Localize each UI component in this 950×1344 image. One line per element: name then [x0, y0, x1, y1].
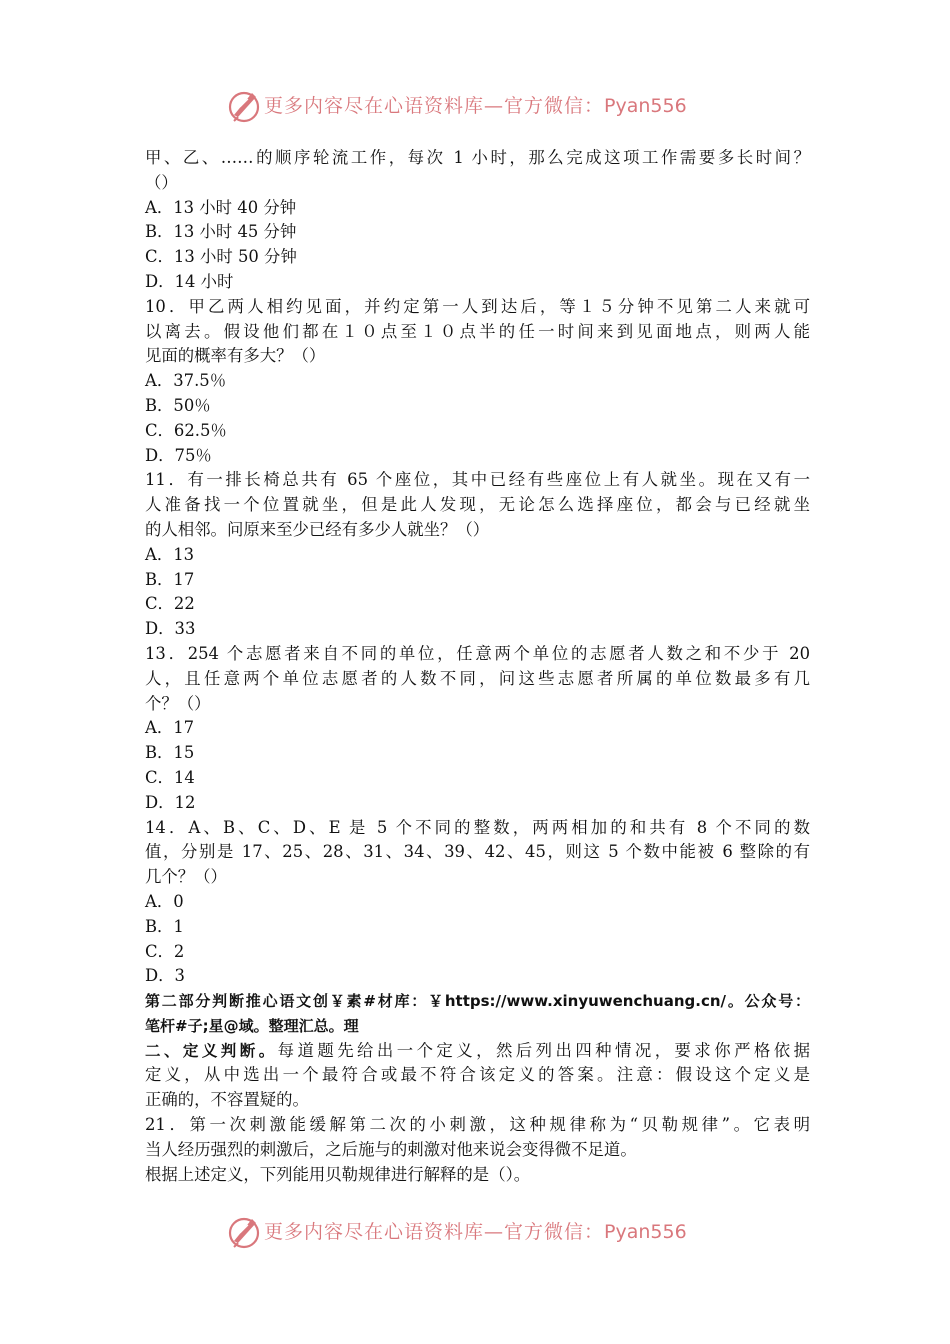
quill-pen-logo-icon — [226, 1211, 262, 1251]
question-line: 当人经历强烈的刺激后，之后施与的刺激对他来说会变得微不足道。 — [145, 1139, 637, 1159]
question-line: 见面的概率有多大？（） — [145, 346, 326, 366]
option-line: D．14 小时 — [145, 271, 234, 291]
option-line: C．22 — [145, 594, 195, 614]
banner-text: 更多内容尽在心语资料库—官方微信：Pyan556 — [264, 1221, 687, 1243]
question-line: 13．254 个志愿者来自不同的单位，任意两个单位的志愿者人数之和不少于 20 — [145, 643, 810, 663]
option-line: B．15 — [145, 743, 195, 763]
question-line: 人，且任意两个单位志愿者的人数不同，问这些志愿者所属的单位数最多有几 — [145, 668, 810, 688]
question-line: 的人相邻。问原来至少已经有多少人就坐？（） — [145, 519, 490, 539]
text-line: 甲、乙、……的顺序轮流工作，每次 1 小时，那么完成这项工作需要多长时间？ — [145, 148, 810, 167]
wechat-id: Pyan556 — [604, 1221, 687, 1243]
header-watermark-banner — [0, 85, 950, 125]
question-line: 14．A、B、C、D、E 是 5 个不同的整数，两两相加的和共有 8 个不同的数 — [145, 817, 810, 837]
option-line: D．3 — [145, 966, 185, 986]
question-line: 个？（） — [145, 693, 211, 713]
question-line: 值，分别是 17、25、28、31、34、39、42、45，则这 5 个数中能被 6 整除的有 — [145, 842, 810, 862]
option-line: C．14 — [145, 767, 195, 787]
option-line: B．13 小时 45 分钟 — [145, 222, 297, 242]
wechat-id: Pyan556 — [604, 95, 687, 117]
question-line: 根据上述定义，下列能用贝勒规律进行解释的是（）。 — [145, 1164, 531, 1184]
question-line: 11．有一排长椅总共有 65 个座位，其中已经有些座位上有人就坐。现在又有一 — [145, 470, 810, 490]
option-line: C．2 — [145, 941, 185, 961]
option-line: A．13 小时 40 分钟 — [145, 197, 297, 217]
option-line: D．33 — [145, 619, 196, 639]
option-line: B．50％ — [145, 395, 211, 415]
option-line: A．17 — [145, 718, 195, 738]
banner-text: 更多内容尽在心语资料库—官方微信：Pyan556 — [264, 95, 687, 117]
option-line: D．75％ — [145, 445, 212, 465]
instruction-text: 每道题先给出一个定义，然后列出四种情况，要求你严格依据 — [277, 1040, 810, 1060]
section-heading-line: 第二部分判断推心语文创￥素#材库：￥https://www.xinyuwenchuang.cn/。公众号： — [145, 992, 810, 1011]
instruction-line — [145, 1039, 810, 1064]
question-line: 21．第一次刺激能缓解第二次的小刺激，这种规律称为“贝勒规律”。它表明 — [145, 1115, 810, 1135]
option-line: A．37.5％ — [145, 371, 227, 391]
option-line: D．12 — [145, 792, 196, 812]
instruction-line: 正确的，不容置疑的。 — [145, 1090, 309, 1110]
option-line: B．17 — [145, 569, 195, 589]
instruction-line: 定义，从中选出一个最符合或最不符合该定义的答案。注意：假设这个定义是 — [145, 1065, 810, 1085]
section-lead: 二、定义判断。 — [145, 1041, 278, 1060]
section-heading-line: 笔杆#子;星@域。整理汇总。理 — [145, 1016, 359, 1035]
document-body — [145, 146, 810, 1187]
question-line: 几个？（） — [145, 867, 227, 887]
option-line: A．13 — [145, 544, 195, 564]
quill-pen-logo-icon — [226, 85, 262, 125]
option-line: C．13 小时 50 分钟 — [145, 247, 297, 267]
question-line: 人准备找一个位置就坐，但是此人发现，无论怎么选择座位，都会与已经就坐 — [145, 495, 810, 515]
footer-watermark-banner — [0, 1211, 950, 1251]
option-line: B．1 — [145, 916, 184, 936]
text-line: （） — [145, 172, 178, 192]
option-line: A．0 — [145, 891, 184, 911]
question-line: 以离去。假设他们都在１０点至１０点半的任一时间来到见面地点，则两人能 — [145, 321, 810, 341]
question-line: 10．甲乙两人相约见面，并约定第一人到达后，等１５分钟不见第二人来就可 — [145, 296, 810, 316]
option-line: C．62.5％ — [145, 420, 227, 440]
